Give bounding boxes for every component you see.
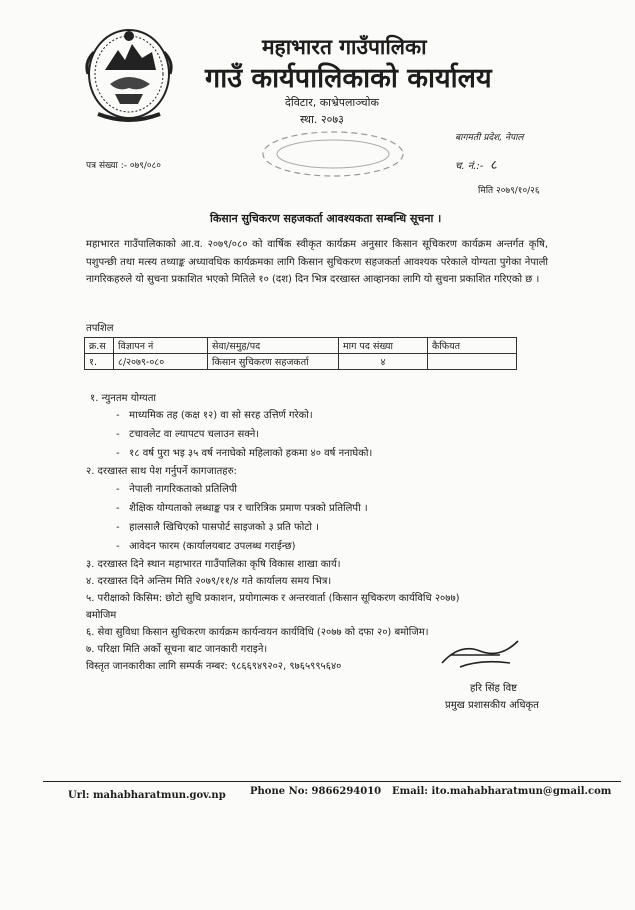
- signatory-name: हरि सिंह विष्ट: [470, 683, 517, 694]
- office-name: गाउँ कार्यपालिकाको कार्यालय: [205, 63, 492, 94]
- table-header: सेवा/समुह/पद: [208, 338, 339, 354]
- list-item-text: शैक्षिक योग्यताको लब्धाङ्क पत्र र चारित्रिक प्रमाण पत्रको प्रतिलिपी ।: [129, 503, 368, 514]
- list-item: ५. परीक्षाको किसिम: छोटो सुचि प्रकाशन, प्रयोगात्मक र अन्तरवार्ता (किसान सूचिकरण कार्यविधि २०७७): [86, 593, 460, 604]
- list-item: - टचावलेट वा ल्यापटप चलाउन सक्ने।: [116, 429, 260, 440]
- chalani-number: [455, 155, 497, 173]
- list-item-text: आवेदन फारम (कार्यालयबाट उपलब्ध गराईन्छ): [129, 541, 296, 552]
- table-cell: किसान सुचिकरण सहजकर्ता: [208, 354, 339, 370]
- list-item: - १८ वर्ष पुरा भइ ३५ वर्ष ननाघेको महिलाको हकमा ४० वर्ष ननाघेको।: [116, 448, 373, 459]
- vacancy-table: [84, 337, 517, 370]
- municipality-name: महाभारत गाउँपालिका: [262, 35, 427, 59]
- list-item-text: १८ वर्ष पुरा भइ ३५ वर्ष ननाघेको महिलाको हकमा ४० वर्ष ननाघेको।: [129, 448, 373, 459]
- table-header-row: [85, 338, 517, 354]
- table-header: कैफियत: [428, 338, 517, 354]
- chalani-label: च. नं.:-: [455, 161, 484, 172]
- footer-phone: Phone No: 9866294010: [250, 786, 382, 797]
- notice-subject: किसान सुचिकरण सहजकर्ता आवश्यकता सम्बन्धि सूचना ।: [210, 212, 442, 225]
- list-item: बमोजिम: [86, 610, 117, 621]
- office-stamp-icon: [258, 128, 408, 180]
- reference-number: पत्र संख्या :- ०७९/०८०: [86, 161, 161, 171]
- office-address: देविटार, काभ्रेपलाञ्चोक: [285, 96, 379, 109]
- details-heading: तपशिल: [86, 323, 114, 334]
- list-item: ६. सेवा सुविधा किसान सुचिकरण कार्यक्रम कार्यन्वयन कार्यविधि (२०७७ को दफा २०) बमोजिम।: [86, 627, 429, 638]
- signature-icon: [440, 633, 520, 671]
- table-header: क्र.स: [85, 338, 114, 354]
- table-cell: [428, 354, 517, 370]
- footer-url: Url: mahabharatmun.gov.np: [68, 790, 226, 801]
- footer-divider: [43, 781, 621, 782]
- list-item: - शैक्षिक योग्यताको लब्धाङ्क पत्र र चारित्रिक प्रमाण पत्रको प्रतिलिपी ।: [116, 503, 368, 514]
- list-heading: २. दरखास्त साथ पेश गर्नुपर्ने कागजातहरु:: [86, 466, 237, 477]
- list-item: ७. परिक्षा मिति अर्को सूचना बाट जानकारी गराइने।: [86, 644, 268, 655]
- signatory-position: प्रमुख प्रशासकीय अधिकृत: [445, 700, 539, 711]
- list-heading: १. न्युनतम योग्यता: [90, 393, 157, 404]
- list-item: ३. दरखास्त दिने स्थान महाभारत गाउँपालिका कृषि विकास शाखा कार्य।: [86, 559, 341, 570]
- list-item: - आवेदन फारम (कार्यालयबाट उपलब्ध गराईन्छ): [116, 541, 296, 552]
- list-item: - हालसालै खिचिएको पासपोर्ट साइजको ३ प्रति फोटो ।: [116, 522, 319, 533]
- table-cell: ४: [339, 354, 428, 370]
- table-header: विज्ञापन नं: [114, 338, 208, 354]
- chalani-value: ८: [490, 158, 498, 173]
- contact-info: विस्तृत जानकारीका लागि सम्पर्क नम्बर: ९८६६९४९२०२, ९७६५९९५६४०: [86, 661, 342, 672]
- table-header: माग पद संख्या: [339, 338, 428, 354]
- table-row: [85, 354, 517, 370]
- table-cell: १.: [85, 354, 114, 370]
- footer-email: Email: ito.mahabharatmun@gmail.com: [392, 786, 612, 797]
- list-item-text: टचावलेट वा ल्यापटप चलाउन सक्ने।: [129, 429, 260, 440]
- list-item: - नेपाली नागरिकताको प्रतिलिपी: [116, 484, 238, 495]
- province-name: बागमती प्रदेश, नेपाल: [455, 133, 524, 143]
- list-item: ४. दरखास्त दिने अन्तिम मिति २०७९/११/४ गते कार्यालय समय भित्र।: [86, 576, 332, 587]
- list-item-text: माध्यमिक तह (कक्ष १२) वा सो सरह उत्तिर्ण गरेको।: [129, 410, 313, 421]
- nepal-emblem-icon: [80, 22, 178, 132]
- list-item-text: हालसालै खिचिएको पासपोर्ट साइजको ३ प्रति फोटो ।: [129, 522, 319, 533]
- established-year: स्था. २०७३: [300, 113, 344, 126]
- table-cell: ८/२०७९-०८०: [114, 354, 208, 370]
- list-item: - माध्यमिक तह (कक्ष १२) वा सो सरह उत्तिर्ण गरेको।: [116, 410, 313, 421]
- list-item-text: नेपाली नागरिकताको प्रतिलिपी: [129, 484, 238, 495]
- notice-body: महाभारत गाउँपालिकाको आ.व. २०७९/०८० को वार्षिक स्वीकृत कार्यक्रम अनुसार किसान सूचिकरण कार्यक्रम अन्तर्गत कृषि, पशुपन्छी तथा मत्स्य तथ्याङ्क अध्यावधिक कार्यक्रमका लागि किसान सुचिकरण सहजकर्ता आवश्यक परेकाले योग्यता पुगेका नेपाली नागरिकहरुले यो सुचना प्रकाशित भएको मितिले १० (दश) दिन भित्र दरखास्त आव्हानका लागि यो सुचना प्रकाशित गरिएको छ ।: [86, 239, 548, 285]
- letter-date: मिति २०७९/१०/२६: [478, 186, 540, 196]
